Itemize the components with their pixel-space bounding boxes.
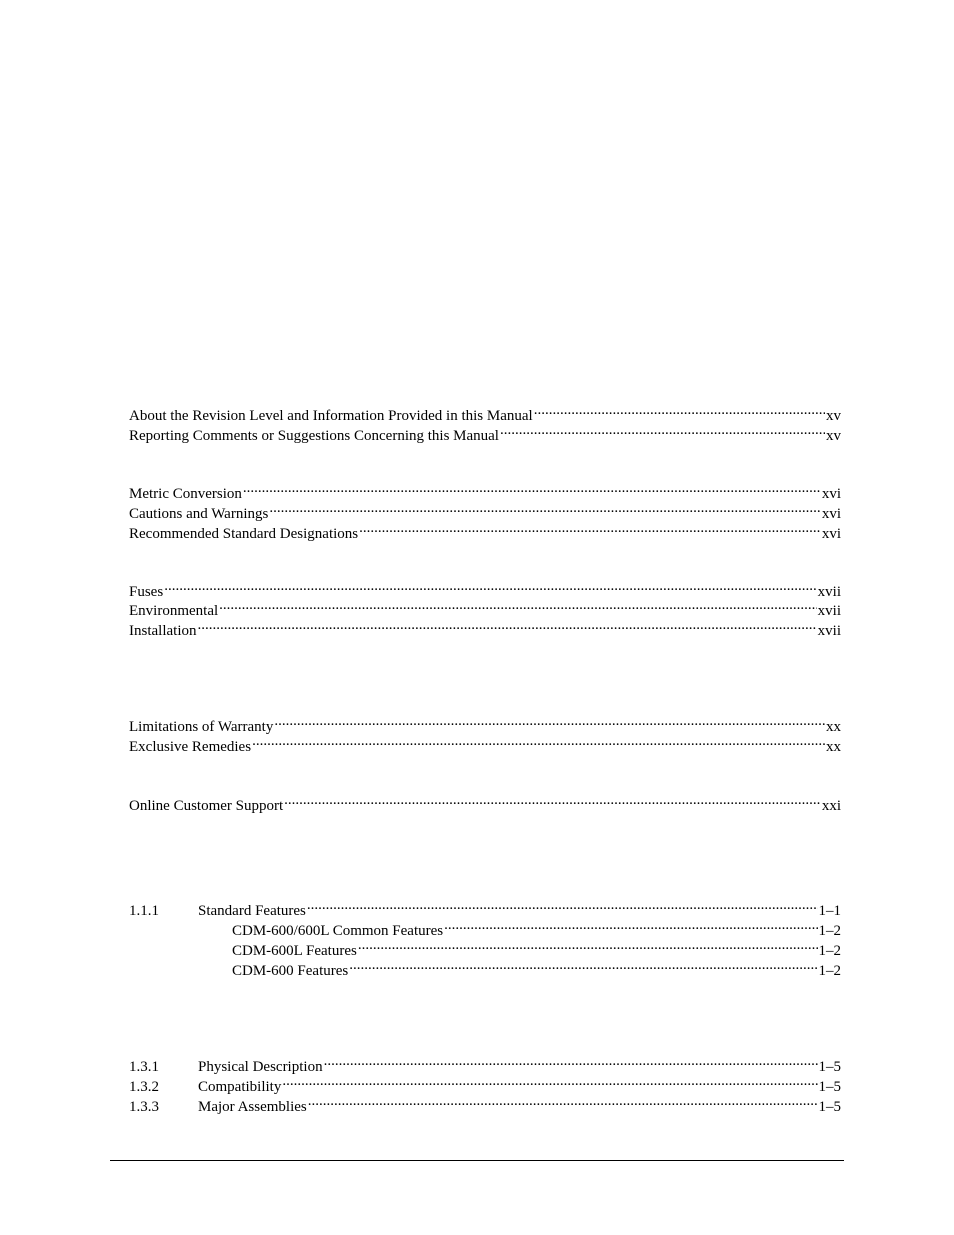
toc-entry-title: Installation	[129, 623, 197, 639]
toc-leader-dots	[500, 420, 825, 440]
toc-entry	[129, 400, 841, 424]
toc-entry-number: 1.3.1	[129, 1059, 159, 1075]
toc-leader-dots	[358, 935, 818, 955]
toc-leader-dots	[308, 1091, 818, 1111]
toc-entry	[129, 1051, 841, 1075]
toc-entry-page: xvii	[817, 603, 841, 619]
toc-entry	[129, 935, 841, 959]
toc-entry-number: 1.3.3	[129, 1099, 159, 1115]
toc-entry	[129, 1071, 841, 1095]
toc-leader-dots	[282, 1071, 817, 1091]
toc-entry-page: 1–5	[818, 1059, 841, 1075]
toc-leader-dots	[359, 518, 821, 538]
toc-entry-page: 1–2	[818, 963, 841, 979]
toc-entry	[129, 895, 841, 919]
toc-leader-dots	[349, 955, 817, 975]
toc-entry-title: Physical Description	[198, 1059, 323, 1075]
toc-entry-page: xvi	[821, 526, 841, 542]
toc-entry	[129, 420, 841, 444]
toc-entry	[129, 518, 841, 542]
toc-entry-page: xxi	[821, 798, 841, 814]
toc-entry-number: 1.3.2	[129, 1079, 159, 1095]
toc-leader-dots	[274, 711, 825, 731]
toc-entry-title: Standard Features	[198, 903, 306, 919]
toc-entry-title: CDM-600L Features	[232, 943, 357, 959]
toc-entry	[129, 711, 841, 735]
toc-entry-page: xvii	[817, 584, 841, 600]
toc-entry-title: Online Customer Support	[129, 798, 284, 814]
toc-entry-title: Compatibility	[198, 1079, 282, 1095]
toc-entry-page: xvi	[821, 486, 841, 502]
toc-leader-dots	[252, 731, 825, 751]
toc-entry-title: CDM-600/600L Common Features	[232, 923, 444, 939]
toc-entry-number: 1.1.1	[129, 903, 159, 919]
toc-entry	[129, 615, 841, 639]
toc-entry-page: xvi	[821, 506, 841, 522]
toc-leader-dots	[284, 790, 821, 810]
toc-leader-dots	[164, 576, 816, 596]
toc-entry	[129, 955, 841, 979]
toc-entry-page: 1–1	[818, 903, 841, 919]
footer-divider	[110, 1160, 844, 1161]
toc-entry-title: Environmental	[129, 603, 219, 619]
toc-entry-page: xx	[826, 719, 841, 735]
toc-entry-title: Recommended Standard Designations	[129, 526, 359, 542]
toc-entry-title: Metric Conversion	[129, 486, 242, 502]
toc-entry-title: Fuses	[129, 584, 164, 600]
toc-entry-title: CDM-600 Features	[232, 963, 349, 979]
toc-entry	[129, 1091, 841, 1115]
toc-entry	[129, 595, 841, 619]
toc-entry-page: xvii	[817, 623, 841, 639]
toc-leader-dots	[269, 498, 820, 518]
toc-entry	[129, 478, 841, 502]
toc-entry	[129, 498, 841, 522]
toc-entry-title: Reporting Comments or Suggestions Concerning this Manual	[129, 428, 499, 444]
toc-leader-dots	[198, 615, 817, 635]
toc-leader-dots	[219, 595, 817, 615]
toc-entry	[129, 915, 841, 939]
toc-entry-title: About the Revision Level and Information Provided in this Manual	[129, 408, 533, 424]
toc-entry-page: xv	[826, 408, 841, 424]
toc-leader-dots	[534, 400, 825, 420]
toc-leader-dots	[243, 478, 821, 498]
toc-entry-title: Cautions and Warnings	[129, 506, 269, 522]
toc-entry-page: 1–5	[818, 1099, 841, 1115]
toc-entry	[129, 576, 841, 600]
toc-entry-title: Major Assemblies	[198, 1099, 307, 1115]
toc-entry-page: 1–2	[818, 923, 841, 939]
toc-entry	[129, 731, 841, 755]
toc-entry-title: Exclusive Remedies	[129, 739, 252, 755]
toc-entry-title: Limitations of Warranty	[129, 719, 274, 735]
toc-entry-page: 1–5	[818, 1079, 841, 1095]
toc-entry	[129, 790, 841, 814]
toc-leader-dots	[444, 915, 817, 935]
toc-leader-dots	[324, 1051, 818, 1071]
toc-entry-page: 1–2	[818, 943, 841, 959]
toc-entry-page: xx	[826, 739, 841, 755]
toc-entry-page: xv	[826, 428, 841, 444]
toc-leader-dots	[307, 895, 818, 915]
